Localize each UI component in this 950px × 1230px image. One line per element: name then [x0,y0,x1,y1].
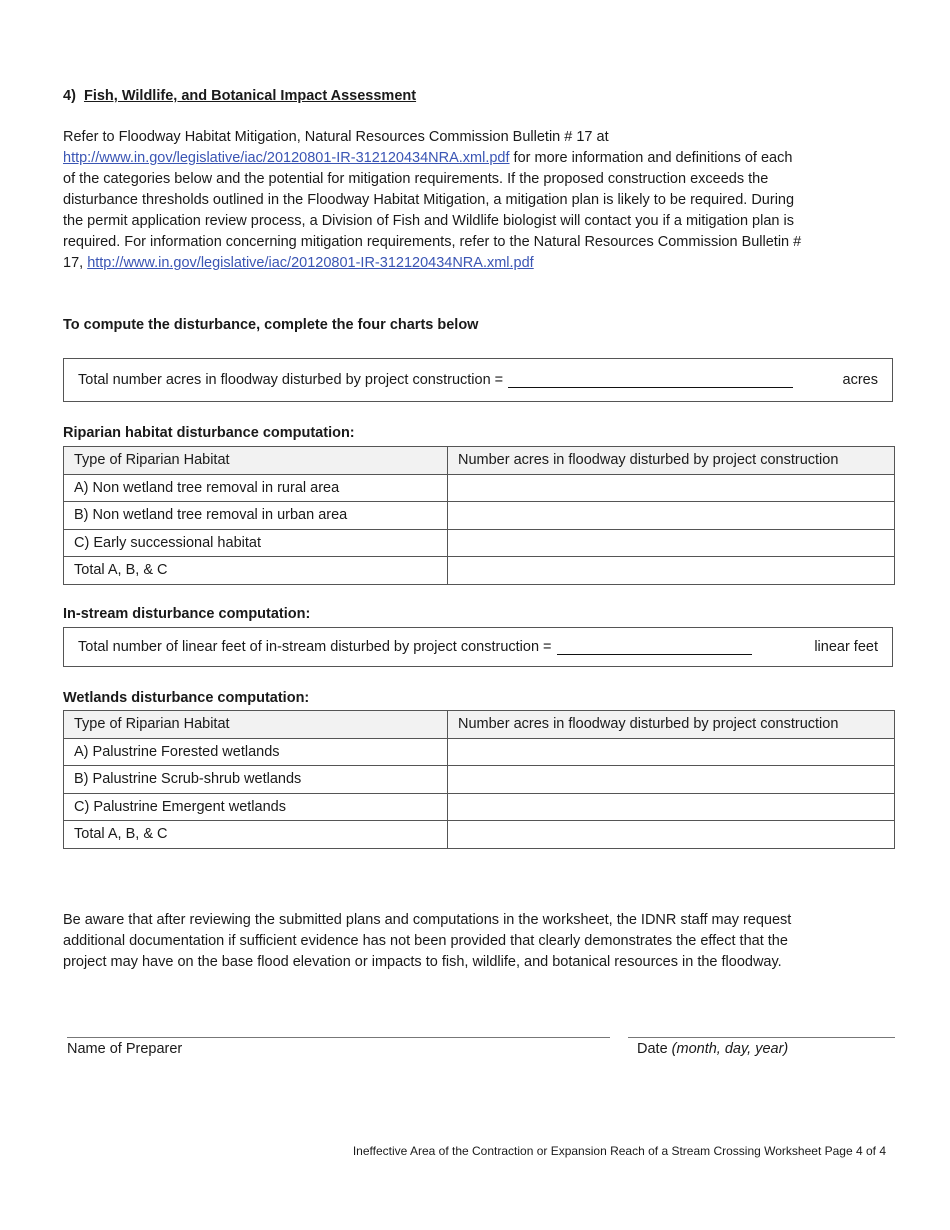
section-heading [63,86,416,107]
total-acres-label: Total number acres in floodway disturbed by project construction = [78,372,504,388]
row-label: C) Early successional habitat [64,529,448,557]
intro-line: Refer to Floodway Habitat Mitigation, Natural Resources Commission Bulletin # 17 at [63,129,609,145]
preparer-signature-line[interactable] [67,1037,610,1038]
acres-input-cell[interactable] [448,738,895,766]
intro-line [63,253,801,274]
instream-label: Total number of linear feet of in-stream disturbed by project construction = [78,639,552,655]
row-label: Total A, B, & C [64,821,448,849]
column-header: Type of Riparian Habitat [64,711,448,739]
row-label: B) Palustrine Scrub-shrub wetlands [64,766,448,794]
table-row [64,793,895,821]
intro-line: disturbance thresholds outlined in the Floodway Habitat Mitigation, a mitigation plan is likely to be required. During [63,192,795,208]
notice-line: project may have on the base flood elevation or impacts to fish, wildlife, and botanical resources in the floodway. [63,954,782,970]
wetlands-table [63,710,895,849]
table-row [64,529,895,557]
intro-line [63,148,801,169]
intro-line: the permit application review process, a Division of Fish and Wildlife biologist will contact you if a mitigation plan is [63,213,794,229]
total-input-cell[interactable] [448,821,895,849]
section-title: Fish, Wildlife, and Botanical Impact Assessment [83,88,417,104]
date-label-text: Date [637,1041,668,1057]
table-header-row [64,711,895,739]
total-acres-field[interactable] [508,373,793,388]
notice-line: Be aware that after reviewing the submitted plans and computations in the worksheet, the IDNR staff may request [63,912,792,928]
date-signature-line[interactable] [628,1037,895,1038]
acres-input-cell[interactable] [448,502,895,530]
table-header-row [64,447,895,475]
table-row [64,766,895,794]
notice-paragraph [63,910,791,973]
intro-text: 17, [63,255,88,271]
acres-input-cell[interactable] [448,766,895,794]
intro-line: of the categories below and the potential for mitigation requirements. If the proposed construction exceeds the [63,171,769,187]
table-row [64,821,895,849]
notice-line: additional documentation if sufficient evidence has not been provided that clearly demonstrates the effect that the [63,933,788,949]
bulletin-link-2[interactable]: http://www.in.gov/legislative/iac/20120801-IR-312120434NRA.xml.pdf [87,255,534,271]
row-label: A) Non wetland tree removal in rural area [64,474,448,502]
acres-input-cell[interactable] [448,529,895,557]
column-header: Number acres in floodway disturbed by project construction [448,447,895,475]
instream-heading: In-stream disturbance computation: [63,606,311,622]
preparer-label: Name of Preparer [67,1041,183,1057]
total-acres-unit: acres [842,372,878,388]
intro-line: required. For information concerning mitigation requirements, refer to the Natural Resources Commission Bulletin # [63,234,802,250]
instream-unit: linear feet [814,639,878,655]
date-label [637,1039,788,1060]
instream-box [63,627,893,667]
page-footer: Ineffective Area of the Contraction or Expansion Reach of a Stream Crossing Worksheet Page 4 of 4 [352,1144,886,1158]
table-row [64,502,895,530]
intro-paragraph [63,127,801,274]
date-hint: (month, day, year) [671,1041,789,1057]
wetlands-heading: Wetlands disturbance computation: [63,690,310,706]
table-row [64,474,895,502]
compute-heading: To compute the disturbance, complete the four charts below [63,317,479,333]
acres-input-cell[interactable] [448,474,895,502]
riparian-heading: Riparian habitat disturbance computation: [63,425,355,441]
acres-input-cell[interactable] [448,793,895,821]
row-label: C) Palustrine Emergent wetlands [64,793,448,821]
total-acres-box [63,358,893,402]
row-label: B) Non wetland tree removal in urban area [64,502,448,530]
table-row [64,738,895,766]
column-header: Type of Riparian Habitat [64,447,448,475]
row-label: A) Palustrine Forested wetlands [64,738,448,766]
column-header: Number acres in floodway disturbed by project construction [448,711,895,739]
instream-field[interactable] [557,640,752,655]
row-label: Total A, B, & C [64,557,448,585]
riparian-table [63,446,895,585]
intro-text: for more information and definitions of each [509,150,793,166]
section-number: 4) [63,88,76,104]
total-input-cell[interactable] [448,557,895,585]
bulletin-link[interactable]: http://www.in.gov/legislative/iac/20120801-IR-312120434NRA.xml.pdf [63,150,510,166]
table-row [64,557,895,585]
